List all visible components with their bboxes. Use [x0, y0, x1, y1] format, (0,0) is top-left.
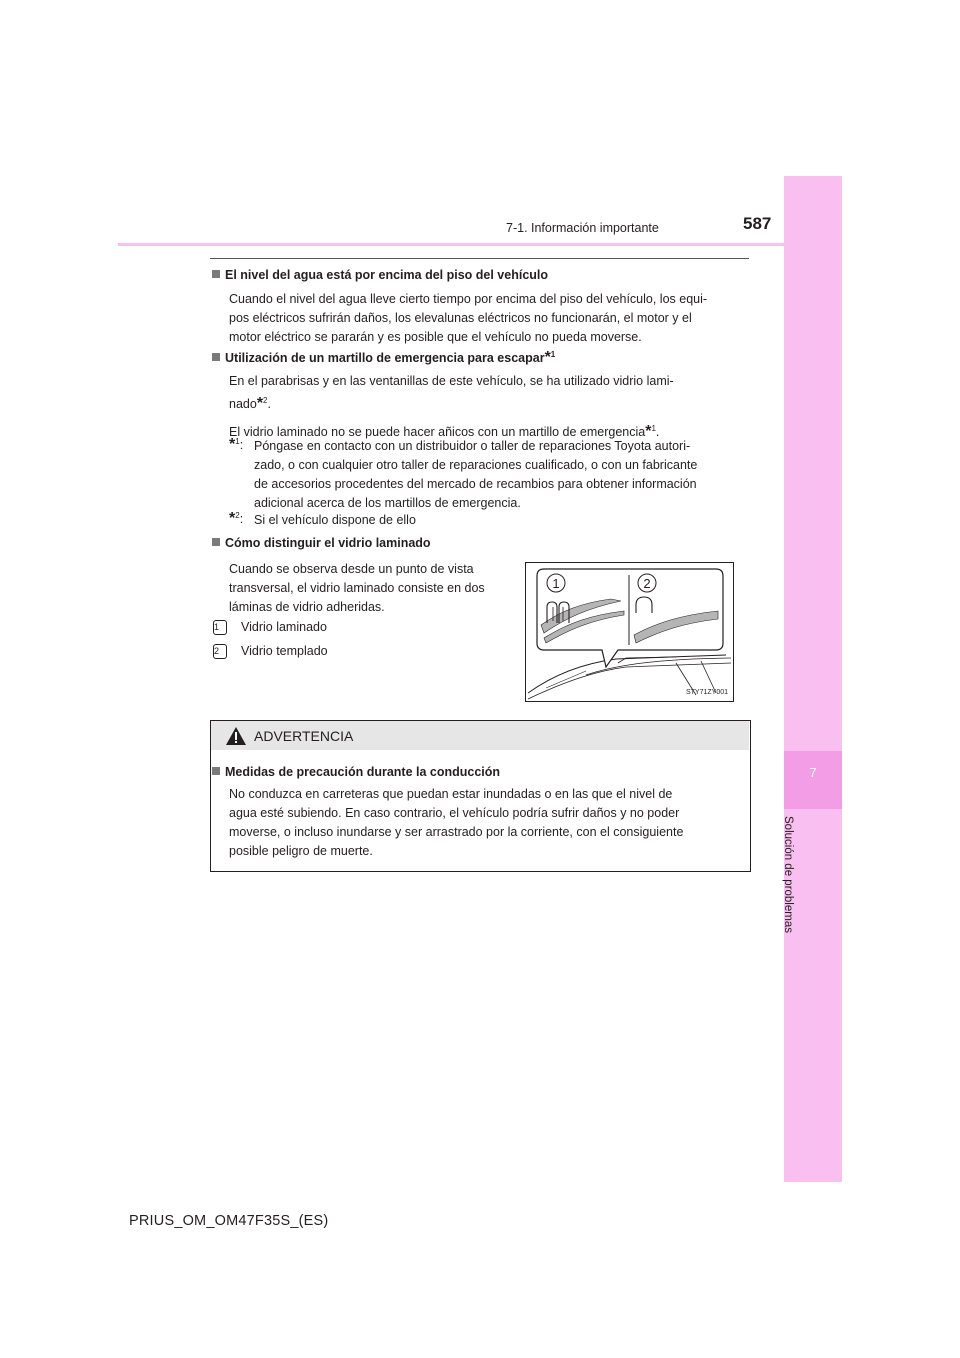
warning-heading: Medidas de precaución durante la conducción: [212, 765, 500, 779]
figure-code: STY71ZY001: [685, 689, 728, 696]
square-bullet-icon: [212, 353, 220, 361]
chapter-number-box: [784, 751, 842, 809]
chapter-title-text: Solución de problemas: [782, 816, 794, 933]
warning-paragraph: No conduzca en carreteras que puedan estar inundadas o en las que el nivel de agua esté subiendo. En caso contrario, el vehículo podría sufrir daños y no poder moverse, o incluso inundarse y ser arrastrado por la corriente, con el consiguiente posible peligro de muerte.: [229, 787, 684, 858]
warning-triangle-icon: [225, 726, 247, 751]
water-paragraph: Cuando el nivel del agua lleve cierto tiempo por encima del piso del vehículo, los equi- pos eléctricos sufrirán daños, los elevalunas eléctricos no funcionarán, el motor y el motor eléctrico se pararán y es posible que el vehículo no pueda moverse.: [229, 292, 708, 344]
square-bullet-icon: [212, 270, 220, 278]
hammer-heading: Utilización de un martillo de emergencia para escapar*$^1$: [212, 350, 555, 365]
water-heading: El nivel del agua está por encima del piso del vehículo: [212, 268, 548, 282]
section-title: 7-1. Información importante: [506, 221, 659, 235]
content-top-rule: [210, 258, 749, 259]
page-number: 587: [743, 214, 772, 233]
document-code-footer: PRIUS_OM_OM47F35S_(ES): [129, 1213, 329, 1229]
square-bullet-icon: [212, 767, 220, 775]
glass-illustration-svg: [526, 563, 733, 701]
glass-illustration: [525, 562, 734, 702]
chapter-number: 7: [809, 765, 817, 780]
chapter-side-tab: [784, 176, 842, 1182]
asterisk-mark: *: [544, 349, 551, 367]
figure-label-1: 1: [552, 576, 560, 591]
header-divider: [118, 243, 842, 246]
figure-label-2: 2: [643, 576, 651, 591]
asterisk-mark: *: [645, 423, 652, 441]
footnote1-marker: *$^1$:: [229, 436, 244, 454]
laminated-paragraph: Cuando se observa desde un punto de vista transversal, el vidrio laminado consiste en dos láminas de vidrio adheridas.: [229, 562, 485, 614]
number-badge: 1: [213, 620, 227, 635]
legend-item-tempered: 2 Vidrio templado: [214, 644, 328, 658]
hammer-line2: nado*$^2$.: [229, 395, 271, 413]
hammer-line3: El vidrio laminado no se puede hacer añicos con un martillo de emergencia*$^1$.: [229, 423, 660, 441]
laminated-heading: Cómo distinguir el vidrio laminado: [212, 536, 431, 550]
footnote2-marker: *$^2$:: [229, 510, 244, 528]
chapter-title: [779, 816, 815, 966]
hammer-paragraph: En el parabrisas y en las ventanillas de este vehículo, se ha utilizado vidrio lami- nado*$^2$. El vidrio laminado no se puede hacer añicos con un martillo de emergencia*$^1$.: [229, 372, 744, 442]
legend-item-laminated: 1 Vidrio laminado: [214, 620, 327, 634]
asterisk-mark: *: [256, 395, 264, 413]
number-badge: 2: [213, 644, 227, 659]
warning-title: ADVERTENCIA: [254, 728, 354, 744]
footnote1-text: Póngase en contacto con un distribuidor o taller de reparaciones Toyota autori- zado, o con cualquier otro taller de reparaciones cualificado, o con un fabricante de accesorios procedentes del mercado de recambios para obtener información adicional acerca de los martillos de emergencia.: [254, 439, 698, 510]
square-bullet-icon: [212, 538, 220, 546]
footnote2-text: Si el vehículo dispone de ello: [254, 513, 416, 527]
